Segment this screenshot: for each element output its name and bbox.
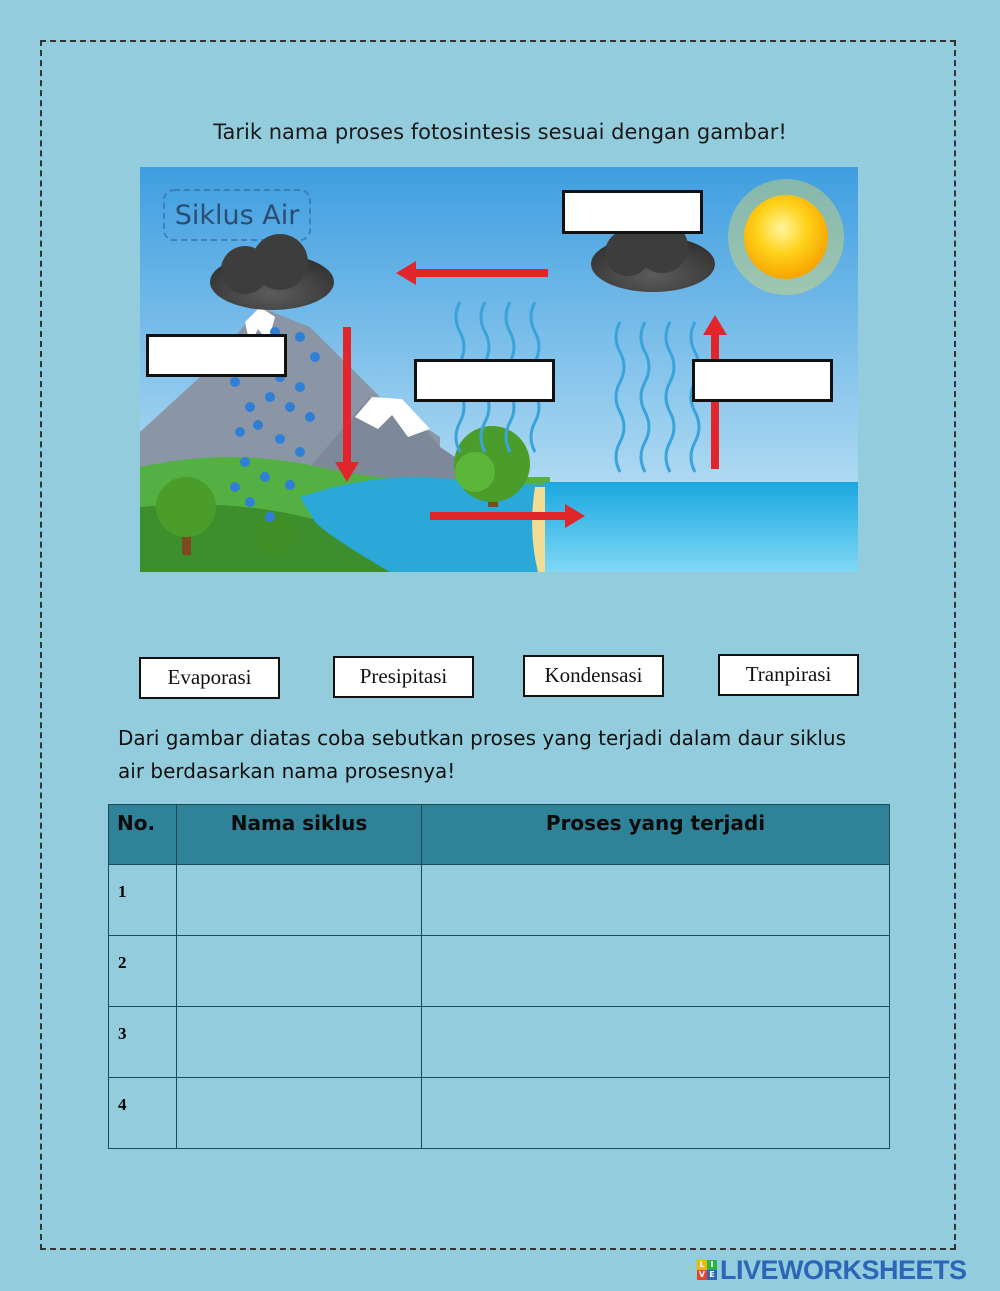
- row-number: 4: [109, 1078, 177, 1149]
- table-row: [109, 865, 890, 936]
- diagram-title: Siklus Air: [174, 200, 300, 231]
- question-text: Dari gambar diatas coba sebutkan proses yang terjadi dalam daur siklus air berdasarkan nama prosesnya!: [118, 726, 846, 783]
- table-row: [109, 936, 890, 1007]
- table-row: [109, 1007, 890, 1078]
- word-card-kondensasi[interactable]: Kondensasi: [523, 655, 664, 697]
- live-logo-icon: L I V E: [697, 1260, 717, 1280]
- nama-siklus-cell[interactable]: [177, 1007, 422, 1078]
- proses-cell[interactable]: [422, 865, 890, 936]
- nama-siklus-cell[interactable]: [177, 865, 422, 936]
- row-number: 1: [109, 865, 177, 936]
- proses-cell[interactable]: [422, 1078, 890, 1149]
- word-card-evaporasi[interactable]: Evaporasi: [139, 657, 280, 699]
- header-proses: Proses yang terjadi: [422, 805, 890, 865]
- sun-icon: [728, 179, 844, 295]
- instruction-text: Tarik nama proses fotosintesis sesuai dengan gambar!: [213, 120, 787, 144]
- drop-box-right[interactable]: [692, 359, 833, 402]
- header-no: No.: [109, 805, 177, 865]
- nama-siklus-cell[interactable]: [177, 1078, 422, 1149]
- sea: [545, 482, 858, 572]
- liveworksheets-logo: [697, 1255, 967, 1285]
- drop-box-left[interactable]: [146, 334, 287, 377]
- drop-box-top-right[interactable]: [562, 190, 703, 234]
- proses-cell[interactable]: [422, 936, 890, 1007]
- nama-siklus-cell[interactable]: [177, 936, 422, 1007]
- row-number: 3: [109, 1007, 177, 1078]
- word-card-presipitasi[interactable]: Presipitasi: [333, 656, 474, 698]
- header-nama-siklus: Nama siklus: [177, 805, 422, 865]
- table-header-row: [109, 805, 890, 865]
- drop-box-center[interactable]: [414, 359, 555, 402]
- proses-cell[interactable]: [422, 1007, 890, 1078]
- table-row: [109, 1078, 890, 1149]
- brand-text: LIVEWORKSHEETS: [720, 1254, 967, 1285]
- row-number: 2: [109, 936, 177, 1007]
- process-table: [108, 804, 890, 1149]
- word-card-tranpirasi[interactable]: Tranpirasi: [718, 654, 859, 696]
